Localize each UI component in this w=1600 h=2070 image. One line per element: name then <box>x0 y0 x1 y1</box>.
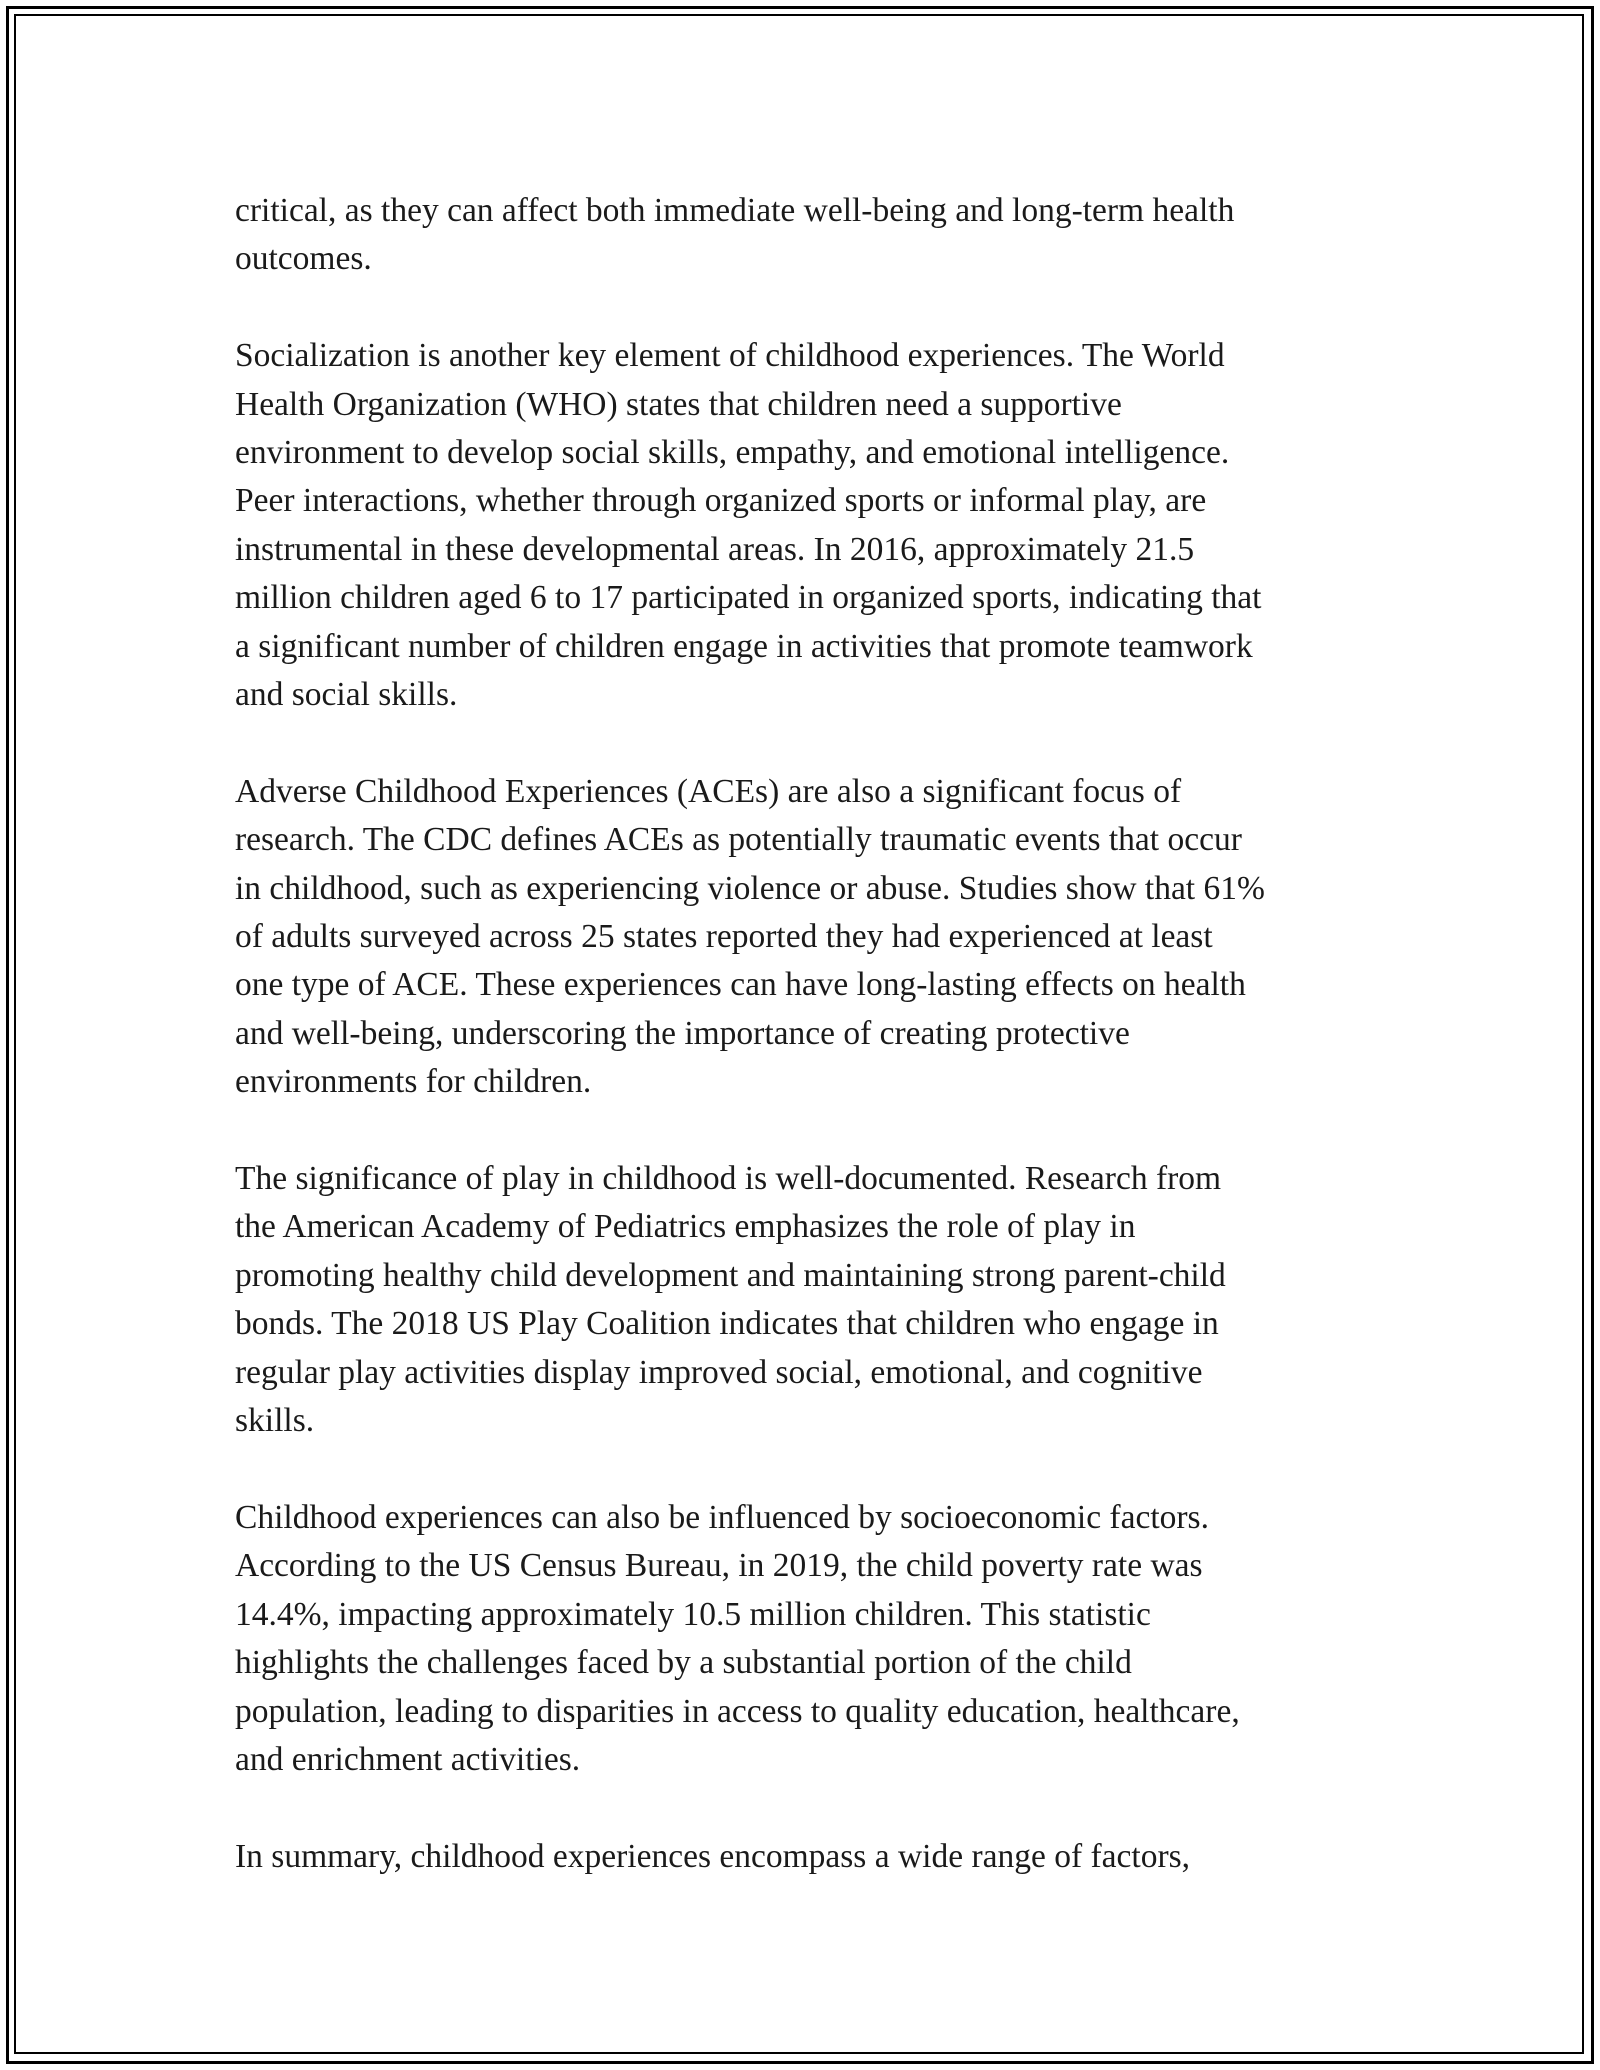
paragraph-play: The significance of play in childhood is well-documented. Research from the American Academy of Pediatrics emphasizes the role of play in promoting healthy child development and maintaining strong parent-child bonds. The 2018 US Play Coalition indicates that children who engage in regular play activities display improved social, emotional, and cognitive skills. <box>235 1160 1226 1440</box>
paragraph-aces: Adverse Childhood Experiences (ACEs) are also a significant focus of research. The CDC defines ACEs as potentially traumatic events that occur in childhood, such as experiencing violence or abuse. Studies show that 61% of adults surveyed across 25 states reported they had experienced at least one type of ACE. These experiences can have long-lasting effects on health and well-being, underscoring the importance of creating protective environments for children. <box>235 772 1265 1101</box>
paragraph-socialization: Socialization is another key element of childhood experiences. The World Health Organization (WHO) states that children need a supportive environment to develop social skills, empathy, and emotional intelligence. Peer interactions, whether through organized sports or informal play, are instrumental in these developmental areas. In 2016, approximately 21.5 million children aged 6 to 17 participated in organized sports, indicating that a significant number of children engage in activities that promote teamwork and social skills. <box>235 337 1262 714</box>
document-body <box>235 187 1375 1930</box>
paragraph-health-outcomes: critical, as they can affect both immediate well-being and long-term health outcomes. <box>235 192 1235 278</box>
paragraph-summary: In summary, childhood experiences encompass a wide range of factors, <box>235 1837 1191 1875</box>
paragraph-socioeconomic: Childhood experiences can also be influenced by socioeconomic factors. According to the US Census Bureau, in 2019, the child poverty rate was 14.4%, impacting approximately 10.5 million children. This statistic highlights the challenges faced by a substantial portion of the child population, leading to disparities in access to quality education, healthcare, and enrichment activities. <box>235 1498 1240 1778</box>
